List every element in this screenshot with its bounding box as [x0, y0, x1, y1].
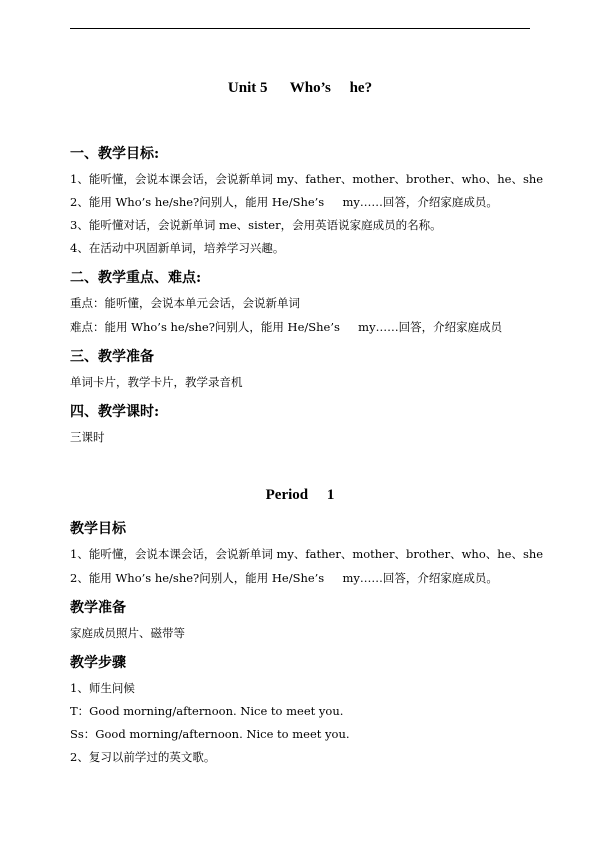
- period-step-item: T：Good morning/afternoon. Nice to meet you.: [70, 704, 344, 718]
- section-periods-heading: 四、教学课时:: [70, 404, 160, 420]
- period-goals-heading: 教学目标: [70, 521, 126, 537]
- period-title: Period 1: [265, 487, 335, 503]
- section-objectives-heading: 一、教学目标:: [70, 146, 160, 162]
- preparation-item: 单词卡片，教学卡片，教学录音机: [70, 375, 243, 389]
- objective-item: 4、在活动中巩固新单词，培养学习兴趣。: [70, 241, 285, 255]
- objective-item: 2、能用 Who’s he/she?问别人，能用 He/She’s my……回答，介绍家庭成员。: [70, 195, 498, 209]
- periods-item: 三课时: [70, 430, 105, 444]
- period-step-item: 2、复习以前学过的英文歌。: [70, 750, 216, 764]
- objective-item: 3、能听懂对话，会说新单词 me、sister，会用英语说家庭成员的名称。: [70, 218, 442, 232]
- keypoint-item: 重点：能听懂，会说本单元会话，会说新单词: [70, 296, 300, 310]
- period-steps-heading: 教学步骤: [70, 655, 126, 671]
- section-keypoints-heading: 二、教学重点、难点:: [70, 270, 202, 286]
- period-prep-item: 家庭成员照片、磁带等: [70, 626, 185, 640]
- unit-title: Unit 5 Who’s he?: [227, 80, 373, 96]
- period-prep-heading: 教学准备: [70, 600, 126, 616]
- period-step-item: Ss：Good morning/afternoon. Nice to meet you.: [70, 727, 350, 741]
- top-rule: [70, 28, 530, 29]
- section-preparation-heading: 三、教学准备: [70, 349, 154, 365]
- objective-item: 1、能听懂，会说本课会话，会说新单词 my、father、mother、brother、who、he、she: [70, 172, 544, 186]
- period-goal-item: 1、能听懂，会说本课会话，会说新单词 my、father、mother、brother、who、he、she: [70, 547, 544, 561]
- keypoint-item: 难点：能用 Who’s he/she?问别人，能用 He/She’s my……回答，介绍家庭成员: [70, 320, 503, 334]
- period-step-item: 1、师生问候: [70, 681, 135, 695]
- period-goal-item: 2、能用 Who’s he/she?问别人，能用 He/She’s my……回答，介绍家庭成员。: [70, 571, 498, 585]
